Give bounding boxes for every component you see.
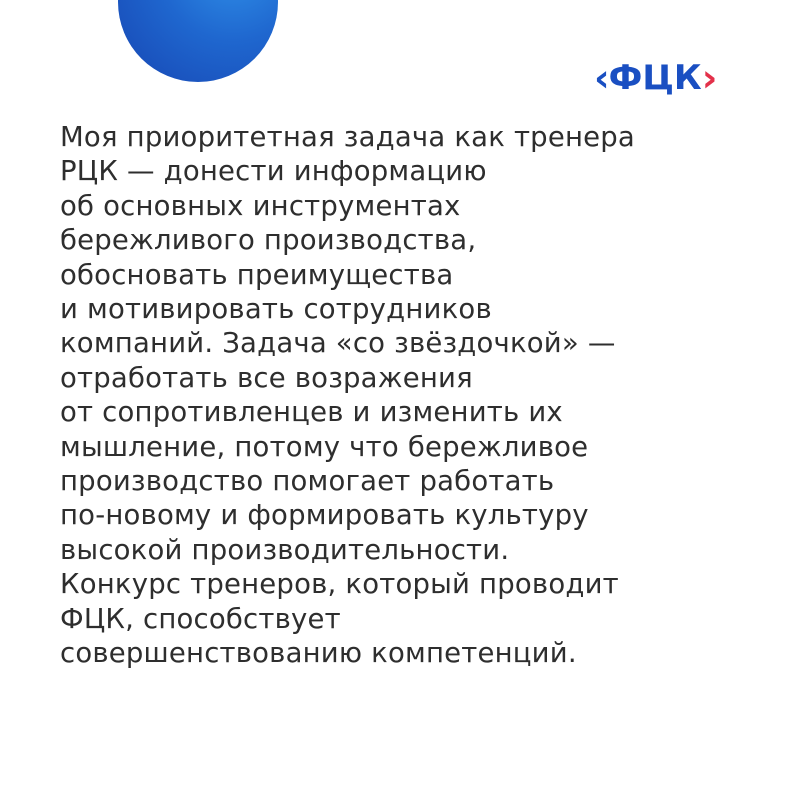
quote-line: мышление, потому что бережливое bbox=[60, 430, 589, 463]
decorative-circle bbox=[118, 0, 278, 82]
quote-line: от сопротивленцев и изменить их bbox=[60, 396, 563, 429]
quote-line: компаний. Задача «со звёздочкой» — bbox=[60, 327, 616, 360]
quote-line: высокой производительности. bbox=[60, 533, 510, 566]
quote-line: об основных инструментах bbox=[60, 189, 461, 222]
quote-text bbox=[60, 120, 770, 671]
logo-text: ФЦК bbox=[608, 58, 702, 98]
quote-line: Моя приоритетная задача как тренера bbox=[60, 121, 635, 153]
quote-line: и мотивировать сотрудников bbox=[60, 293, 492, 326]
quote-line: совершенствованию компетенций. bbox=[60, 637, 577, 670]
quote-line: Конкурс тренеров, который проводит bbox=[60, 568, 619, 601]
fck-logo bbox=[594, 56, 716, 100]
quote-line: РЦК — донести информацию bbox=[60, 155, 487, 188]
quote-line: производство помогает работать bbox=[60, 465, 555, 498]
quote-line: ФЦК, способствует bbox=[60, 602, 341, 635]
quote-line: по-новому и формировать культуру bbox=[60, 499, 589, 532]
quote-line: бережливого производства, bbox=[60, 224, 477, 257]
logo-right-chevron-icon: › bbox=[701, 56, 717, 100]
quote-line: отработать все возражения bbox=[60, 361, 473, 394]
logo-left-chevron-icon: ‹ bbox=[594, 56, 609, 100]
quote-line: обосновать преимущества bbox=[60, 258, 454, 291]
